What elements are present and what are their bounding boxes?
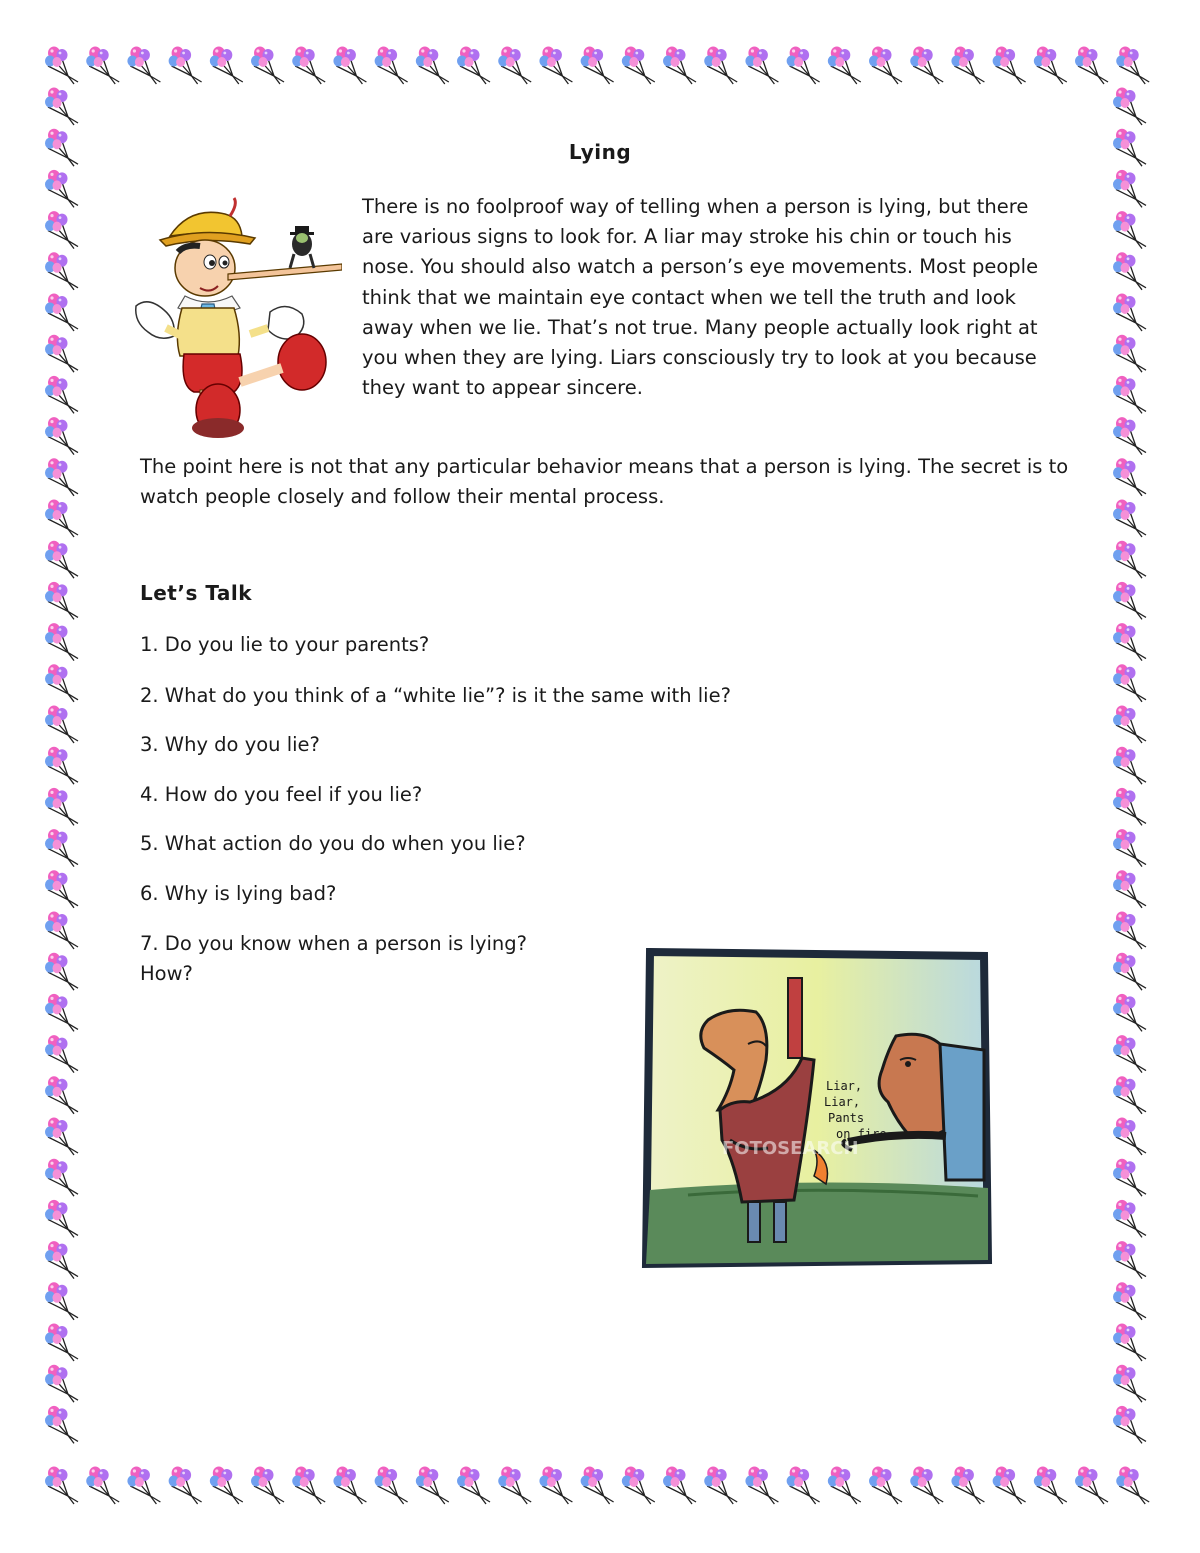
balloon-icon [45, 1365, 78, 1403]
balloon-icon [1113, 1282, 1146, 1320]
border-left-column [45, 88, 78, 1444]
balloon-icon [1075, 47, 1108, 85]
balloon-icon [622, 1467, 655, 1505]
balloon-icon [45, 335, 78, 373]
balloon-icon [828, 47, 861, 85]
question-7: 7. Do you know when a person is lying? [140, 932, 527, 955]
balloon-icon [45, 170, 78, 208]
balloon-icon [498, 47, 531, 85]
balloon-icon [951, 47, 984, 85]
balloon-icon [1113, 706, 1146, 744]
balloon-icon [787, 47, 820, 85]
intro-paragraph: There is no foolproof way of telling when a person is lying, but there are various signs to look for. A liar may stroke his chin or touch his nose. You should also watch a person’s eye movements. Most people think that we maintain eye contact when we tell the truth and look away when we lie. That’s not true. Many people actually look right at you when they are lying. Liars consciously try to look at you because they want to appear sincere. [362, 195, 1039, 400]
balloon-icon [910, 1467, 943, 1505]
balloon-icon [333, 1467, 366, 1505]
balloon-icon [45, 706, 78, 744]
balloon-icon [1113, 664, 1146, 702]
lets-talk-heading: Let’s Talk [140, 581, 253, 605]
balloon-icon [581, 1467, 614, 1505]
balloon-icon [210, 47, 243, 85]
balloon-icon [45, 1118, 78, 1156]
balloon-icon [1113, 417, 1146, 455]
balloon-icon [1113, 335, 1146, 373]
balloon-icon [416, 1467, 449, 1505]
balloon-icon [1113, 294, 1146, 332]
balloon-icon [45, 541, 78, 579]
balloon-icon [45, 1200, 78, 1238]
balloon-icon [86, 1467, 119, 1505]
balloon-icon [1116, 47, 1149, 85]
balloon-icon [45, 829, 78, 867]
balloon-icon [1113, 1200, 1146, 1238]
balloon-icon [869, 1467, 902, 1505]
balloon-icon [1034, 1467, 1067, 1505]
balloon-icon [457, 1467, 490, 1505]
balloon-icon [45, 953, 78, 991]
balloon-icon [45, 294, 78, 332]
balloon-icon [1113, 582, 1146, 620]
balloon-icon [45, 664, 78, 702]
balloon-icon [1113, 912, 1146, 950]
speech-line-1: Liar, [826, 1079, 863, 1093]
balloon-icon [45, 500, 78, 538]
balloon-icon [869, 47, 902, 85]
balloon-icon [127, 1467, 160, 1505]
balloon-icon [1113, 1076, 1146, 1114]
balloon-icon [375, 47, 408, 85]
balloon-icon [663, 1467, 696, 1505]
balloon-icon [1113, 953, 1146, 991]
speech-line-3: Pants [828, 1111, 865, 1125]
balloon-icon [333, 47, 366, 85]
balloon-icon [1113, 1159, 1146, 1197]
balloon-icon [45, 747, 78, 785]
balloon-icon [45, 458, 78, 496]
balloon-icon [292, 47, 325, 85]
balloon-icon [45, 211, 78, 249]
speech-line-2: Liar, [824, 1095, 861, 1109]
question-1: 1. Do you lie to your parents? [140, 633, 430, 656]
question-6: 6. Why is lying bad? [140, 882, 337, 905]
balloon-icon [457, 47, 490, 85]
question-3: 3. Why do you lie? [140, 733, 320, 756]
balloon-icon [1075, 1467, 1108, 1505]
speech-line-4: on fire [836, 1127, 887, 1141]
border-top-row [45, 47, 1149, 85]
balloon-icon [251, 1467, 284, 1505]
balloon-icon [1113, 1365, 1146, 1403]
balloon-icon [45, 994, 78, 1032]
balloon-icon [45, 1324, 78, 1362]
balloon-icon [45, 788, 78, 826]
watermark: FOTOSEARCH [722, 1138, 859, 1159]
balloon-icon [1116, 1467, 1149, 1505]
balloon-icon [828, 1467, 861, 1505]
question-5: 5. What action do you do when you lie? [140, 832, 526, 855]
balloon-icon [993, 47, 1026, 85]
balloon-icon [251, 47, 284, 85]
balloon-icon [45, 1406, 78, 1444]
balloon-icon [1034, 47, 1067, 85]
balloon-icon [539, 1467, 572, 1505]
balloon-icon [169, 1467, 202, 1505]
balloon-icon [1113, 1241, 1146, 1279]
liar-cartoon-illustration [638, 940, 1000, 1270]
balloon-icon [910, 47, 943, 85]
balloon-icon [127, 47, 160, 85]
balloon-icon [45, 88, 78, 126]
balloon-icon [581, 47, 614, 85]
question-2: 2. What do you think of a “white lie”? is it the same with lie? [140, 684, 731, 707]
question-4: 4. How do you feel if you lie? [140, 783, 423, 806]
balloon-icon [45, 47, 78, 85]
balloon-icon [45, 582, 78, 620]
balloon-icon [951, 1467, 984, 1505]
balloon-icon [45, 1076, 78, 1114]
balloon-icon [45, 623, 78, 661]
balloon-icon [210, 1467, 243, 1505]
balloon-icon [1113, 211, 1146, 249]
balloon-icon [45, 912, 78, 950]
point-paragraph: The point here is not that any particular behavior means that a person is lying. The secret is to watch people closely and follow their mental process. [140, 455, 1069, 509]
balloon-icon [169, 47, 202, 85]
balloon-icon [1113, 747, 1146, 785]
balloon-icon [1113, 829, 1146, 867]
balloon-icon [45, 1282, 78, 1320]
balloon-icon [622, 47, 655, 85]
balloon-icon [1113, 458, 1146, 496]
balloon-icon [1113, 376, 1146, 414]
border-right-column [1113, 88, 1146, 1444]
balloon-icon [1113, 170, 1146, 208]
balloon-icon [1113, 1118, 1146, 1156]
balloon-icon [704, 1467, 737, 1505]
balloon-icon [1113, 870, 1146, 908]
balloon-icon [45, 417, 78, 455]
balloon-icon [1113, 88, 1146, 126]
balloon-icon [45, 1241, 78, 1279]
balloon-icon [1113, 1324, 1146, 1362]
balloon-icon [1113, 252, 1146, 289]
balloon-icon [787, 1467, 820, 1505]
balloon-icon [375, 1467, 408, 1505]
balloon-icon [45, 252, 78, 289]
balloon-icon [1113, 788, 1146, 826]
balloon-icon [45, 1035, 78, 1073]
balloon-icon [292, 1467, 325, 1505]
balloon-icon [1113, 994, 1146, 1032]
border-bottom-row [45, 1467, 1149, 1505]
page-title: Lying [568, 140, 632, 164]
balloon-icon [1113, 541, 1146, 579]
question-7-followup: How? [140, 962, 193, 985]
balloon-icon [745, 1467, 778, 1505]
balloon-icon [1113, 1035, 1146, 1073]
balloon-icon [1113, 500, 1146, 538]
balloon-icon [45, 1467, 78, 1505]
balloon-icon [539, 47, 572, 85]
balloon-icon [498, 1467, 531, 1505]
balloon-icon [745, 47, 778, 85]
balloon-icon [704, 47, 737, 85]
balloon-icon [45, 1159, 78, 1197]
balloon-icon [416, 47, 449, 85]
balloon-icon [1113, 1406, 1146, 1444]
balloon-icon [663, 47, 696, 85]
balloon-icon [45, 376, 78, 414]
balloon-icon [86, 47, 119, 85]
balloon-icon [1113, 623, 1146, 661]
balloon-icon [993, 1467, 1026, 1505]
pinocchio-illustration [130, 196, 342, 440]
balloon-icon [45, 870, 78, 908]
